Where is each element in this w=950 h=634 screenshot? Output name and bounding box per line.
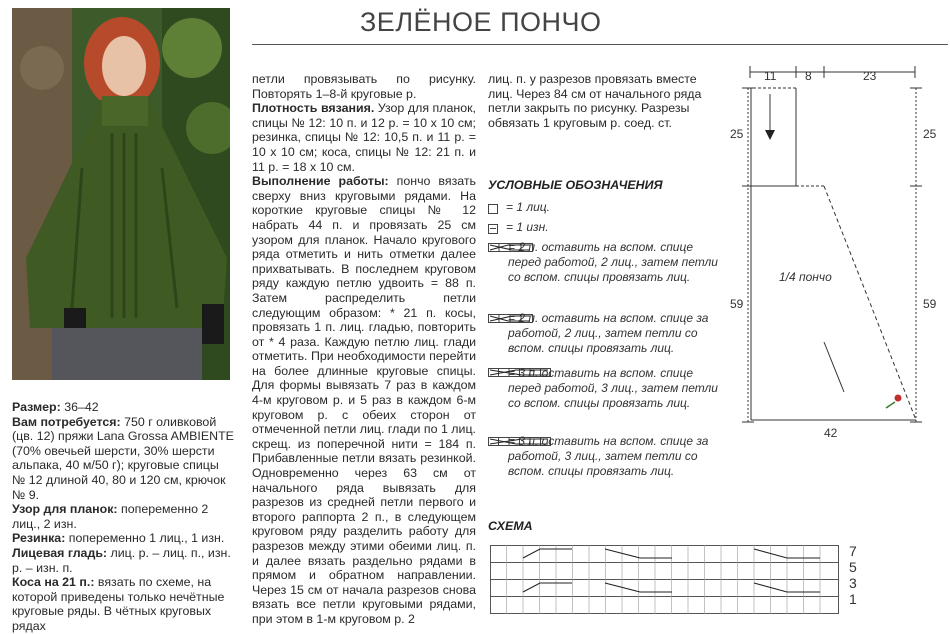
dim-left-59: 59 [730,297,744,311]
size-paragraph [12,400,234,415]
column-continuation [488,72,718,130]
dim-top-11: 11 [764,69,777,83]
dim-top-8: 8 [805,69,812,83]
pattern-diagram [720,62,950,452]
title-rule [252,44,948,45]
legend-title: УСЛОВНЫЕ ОБОЗНАЧЕНИЯ [488,178,663,192]
model-photo [12,8,230,380]
work-value: пончо вязать сверху вниз круговыми рядами. На короткие круговые спицы № 12 набрать 44 п. и провязать 25 см узором для планок. Начало кругового ряда отметить и нить отметки далее прихватывать. В последнем круговом ряду каждую петлю удвоить = 88 п. Затем распределить петли следующим образом: * 21 п. косы, провязать 1 п. лиц. гладью, повторить от * 4 раза. Каждую петлю лиц. глади отметить. При необходимости перейти на более длинные круговые спицы. Для формы вывязать 7 раз в каждом 4-м круговом р. и 5 раз в каждом 6-м круговом р. с обеих сторон от отмеченной петли лиц. глади по 1 лиц. скрещ. из поперечной нити = 184 п. Прибавленные петли вязать резинкой. Одновременно через 63 см от начального ряда вывязать для разрезов из средней петли первого и второго раппорта 2 п., в следующем круговом ряду разделить работу для разрезов между этими обеими лиц. п. и далее вязать раздельно рядами в прямом и обратном направлении. Через 15 см от начала разрезов снова вязать все петли круговыми рядами, при этом в 1-м круговом р. 2 [252,174,476,626]
materials-paragraph [12,415,234,503]
size-value: 36–42 [60,400,99,414]
materials-label: Вам потребуется: [12,414,121,429]
cable-label: Коса на 21 п.: [12,575,95,590]
instructions-intro: петли провязывать по рисунку. Повторять 1–8-й круговые р. [252,72,476,101]
legend-knit: = 1 лиц. [506,200,550,214]
legend-purl: = 1 изн. [506,220,549,234]
stockinette-label: Лицевая гладь: [12,545,108,560]
gauge-value: Узор для планок, спицы № 12: 10 п. и 12 р. = 10 х 10 см; резинка, спицы № 12: 10,5 п. и 11 р. = 10 х 10 см; коса, спицы № 12: 21 п. и 11 р. = 18 х 10 см. [252,101,476,174]
legend-cable-2-back: = 2 п. оставить на вспом. спице за работой, 2 лиц., затем петли со вспом. спицы провязать лиц. [508,311,709,355]
row-label-5: 5 [849,559,857,575]
gauge-paragraph [252,101,476,174]
model-photo-illustration [12,8,230,380]
rose-icon [886,395,902,409]
plank-value: попеременно 2 лиц., 2 изн. [12,502,209,531]
row-label-1: 1 [849,591,857,607]
legend-cable-3-front: = 3 п. оставить на вспом. спице перед работой, 3 лиц., затем петли со вспом. спицы провязать лиц. [508,366,718,410]
dim-left-25: 25 [730,127,744,141]
materials-value: 750 г оливковой (цв. 12) пряжи Lana Grossa AMBIENTE (70% овечьей шерсти, 30% шерсти альпака, 40 м/50 г); круговые спицы № 12 длиной 40, 80 и 120 см, крючок № 9. [12,414,234,502]
page-title: ЗЕЛЁНОЕ ПОНЧО [360,7,602,37]
rib-value: попеременно 1 лиц., 1 изн. [65,531,225,546]
gauge-label: Плотность вязания. [252,101,375,116]
pattern-piece-label: 1/4 пончо [779,270,832,284]
schema-row-labels [849,543,857,607]
stockinette-value: лиц. р. – лиц. п., изн. р. – изн. п. [12,545,231,575]
schema-title: СХЕМА [488,519,533,533]
row-label-3: 3 [849,575,857,591]
work-label: Выполнение работы: [252,174,389,189]
legend-cable-3-back: = 3 п. оставить на вспом. спице за работой, 3 лиц., затем петли со вспом. спицы провязать лиц. [508,434,709,478]
legend-cable-2-front: = 2 п. оставить на вспом. спице перед работой, 2 лиц., затем петли со вспом. спицы провязать лиц. [508,240,718,284]
dim-right-25: 25 [923,127,937,141]
plank-paragraph [12,502,234,531]
purl-symbol-icon [488,224,498,234]
dim-bottom-42: 42 [824,426,838,440]
column-sizes-materials [12,400,234,634]
stockinette-paragraph [12,546,234,575]
dim-right-59: 59 [923,297,937,311]
column-instructions [252,72,476,627]
cable-paragraph [12,575,234,633]
knit-symbol-icon [488,204,498,214]
rib-label: Резинка: [12,531,66,546]
size-label: Размер: [12,400,61,414]
plank-label: Узор для планок: [12,502,118,517]
cable-value: вязать по схеме, на которой приведены только нечётные круговые ряды. В чётных круговых рядах [12,575,225,633]
continuation-text: лиц. п. у разрезов провязать вместе лиц. Через 84 см от начального ряда петли закрыть по рисунку. Разрезы обвязать 1 круговым р. соед. ст. [488,72,702,130]
dim-top-23: 23 [863,69,877,83]
cable-schema-chart [490,545,846,615]
row-label-7: 7 [849,543,857,559]
work-paragraph [252,174,476,626]
rib-paragraph [12,531,234,546]
